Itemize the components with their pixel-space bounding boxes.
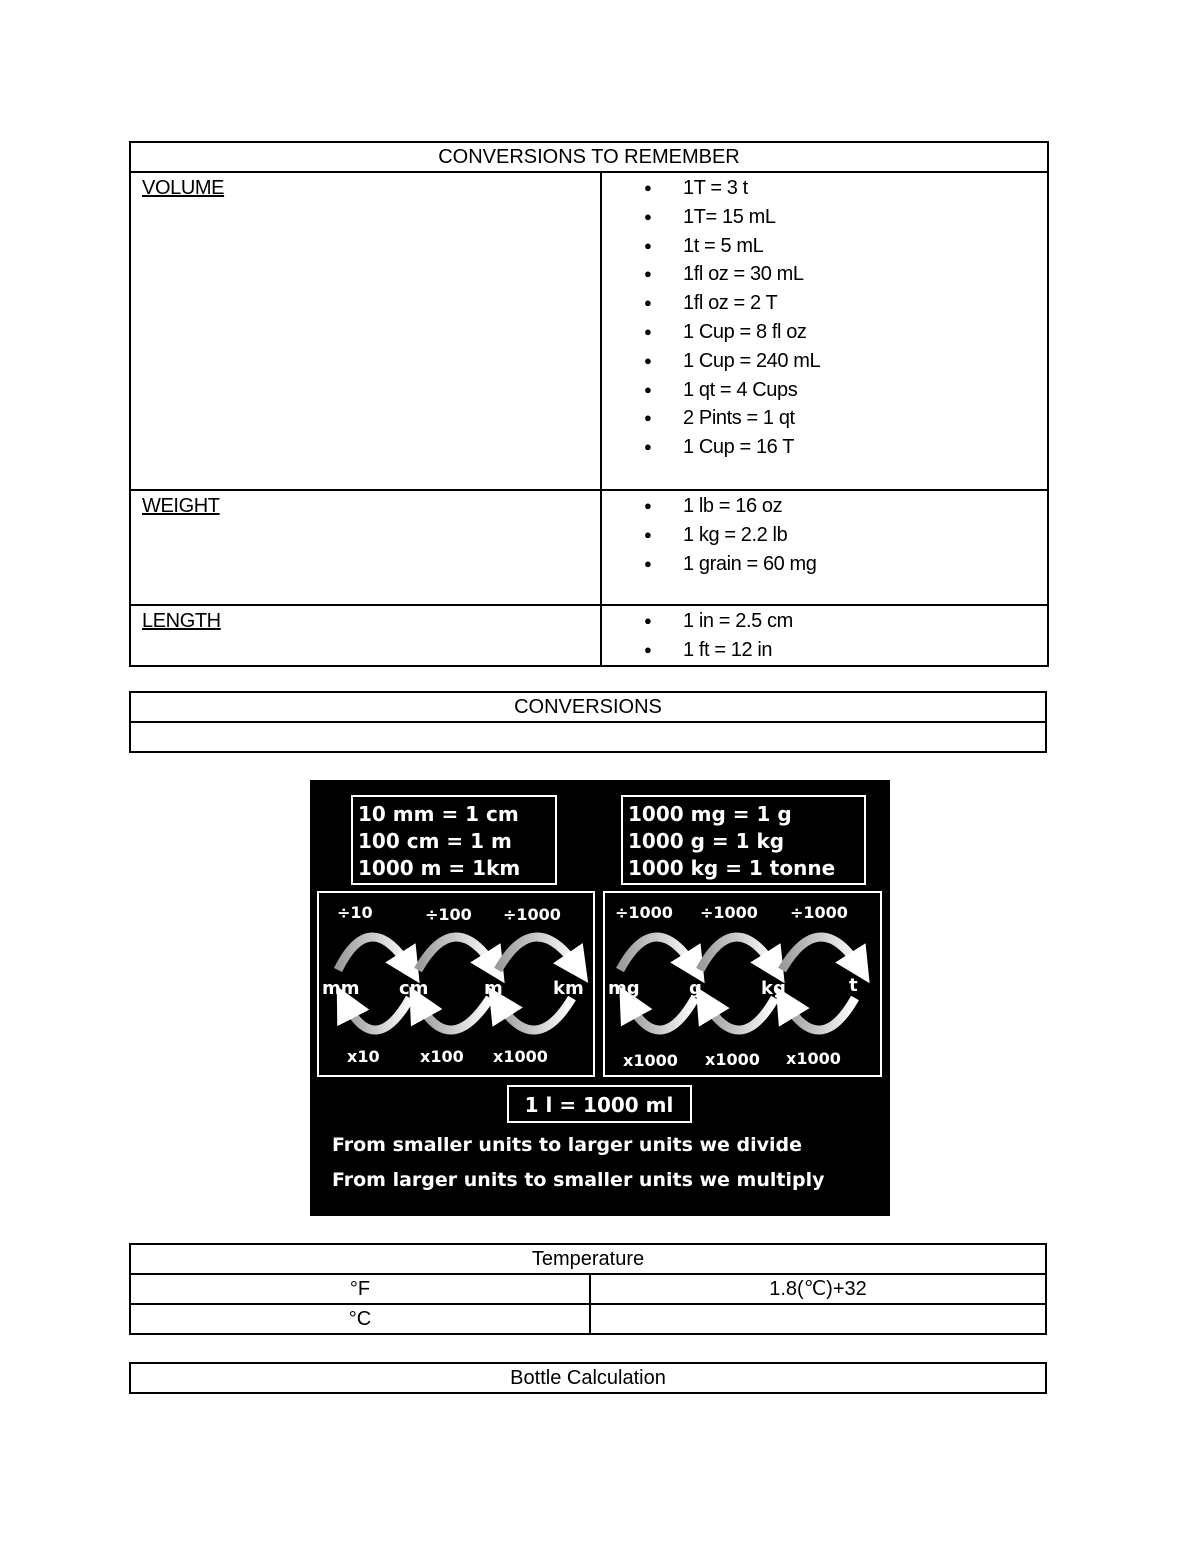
weight-list-cell [601, 490, 1048, 605]
multiply-arrow [418, 998, 490, 1030]
length-fact: 10 mm = 1 cm [358, 802, 519, 826]
temperature-unit: °F [130, 1274, 590, 1304]
volume-list [602, 174, 1047, 462]
volume-label: VOLUME [130, 172, 601, 490]
metric-conversion-chart [310, 780, 890, 1216]
list-item: ● 1fl oz = 30 mL [644, 260, 1047, 289]
multiply-label: x1000 [786, 1049, 841, 1068]
divide-label: ÷1000 [615, 903, 673, 922]
length-fact: 1000 m = 1km [358, 856, 521, 880]
list-item: ● 1 Cup = 8 fl oz [644, 318, 1047, 347]
list-item: ● 1 qt = 4 Cups [644, 376, 1047, 405]
conversions-to-remember-table [129, 141, 1049, 667]
unit-label: km [553, 978, 584, 999]
multiply-label: x1000 [493, 1047, 548, 1066]
temperature-formula: 1.8(℃)+32 [590, 1274, 1046, 1304]
divide-arrow [782, 937, 860, 970]
conversions-title: CONVERSIONS [130, 692, 1046, 722]
unit-label: g [689, 978, 702, 999]
length-list-cell [601, 605, 1048, 666]
divide-arrow [418, 937, 495, 970]
divide-arrow [620, 937, 695, 970]
divide-label: ÷1000 [503, 905, 561, 924]
length-list [602, 607, 1047, 665]
temperature-table [129, 1243, 1047, 1335]
unit-label: cm [399, 978, 429, 999]
multiply-arrow [628, 998, 695, 1030]
multiply-label: x100 [420, 1047, 464, 1066]
length-label: LENGTH [130, 605, 601, 666]
divide-arrow [338, 937, 410, 970]
unit-label: mg [608, 978, 640, 999]
rule-multiply: From larger units to smaller units we multiply [332, 1169, 825, 1191]
list-item: ● 1 ft = 12 in [644, 636, 1047, 665]
list-item: ● 1 in = 2.5 cm [644, 607, 1047, 636]
list-item: ● 1fl oz = 2 T [644, 289, 1047, 318]
volume-list-cell [601, 172, 1048, 490]
multiply-label: x10 [347, 1047, 380, 1066]
list-item: ● 1 kg = 2.2 lb [644, 521, 1047, 550]
mass-fact: 1000 mg = 1 g [628, 802, 792, 826]
metric-conversion-graphic [310, 780, 890, 1216]
temperature-unit: °C [130, 1304, 590, 1334]
bottle-calculation-table [129, 1362, 1047, 1394]
divide-label: ÷100 [425, 905, 472, 924]
divide-arrow [498, 937, 578, 970]
divide-arrow [700, 937, 775, 970]
bottle-title: Bottle Calculation [130, 1363, 1046, 1393]
conversions-empty-row [130, 722, 1046, 752]
list-item: ● 1T= 15 mL [644, 203, 1047, 232]
unit-label: t [849, 975, 858, 996]
mass-fact: 1000 g = 1 kg [628, 829, 785, 853]
multiply-label: x1000 [623, 1051, 678, 1070]
list-item: ● 1 Cup = 240 mL [644, 347, 1047, 376]
conversions-table [129, 691, 1047, 753]
weight-label: WEIGHT [130, 490, 601, 605]
list-item: ● 1 Cup = 16 T [644, 433, 1047, 462]
list-item: ● 2 Pints = 1 qt [644, 404, 1047, 433]
list-item: ● 1t = 5 mL [644, 232, 1047, 261]
multiply-arrow [705, 998, 775, 1030]
rule-divide: From smaller units to larger units we divide [332, 1134, 803, 1156]
divide-label: ÷1000 [790, 903, 848, 922]
table-title: CONVERSIONS TO REMEMBER [130, 142, 1048, 172]
list-item: ● 1T = 3 t [644, 174, 1047, 203]
unit-label: mm [322, 978, 360, 999]
weight-list [602, 492, 1047, 578]
multiply-arrow [785, 998, 855, 1030]
multiply-arrow [498, 998, 572, 1030]
volume-fact: 1 l = 1000 ml [524, 1093, 674, 1117]
list-item: ● 1 lb = 16 oz [644, 492, 1047, 521]
temperature-title: Temperature [130, 1244, 1046, 1274]
multiply-label: x1000 [705, 1050, 760, 1069]
divide-label: ÷1000 [700, 903, 758, 922]
divide-label: ÷10 [337, 903, 373, 922]
length-fact: 100 cm = 1 m [358, 829, 512, 853]
temperature-formula [590, 1304, 1046, 1334]
unit-label: m [484, 978, 503, 999]
mass-fact: 1000 kg = 1 tonne [628, 856, 836, 880]
multiply-arrow [345, 998, 410, 1030]
list-item: ● 1 grain = 60 mg [644, 550, 1047, 579]
unit-label: kg [761, 978, 786, 999]
